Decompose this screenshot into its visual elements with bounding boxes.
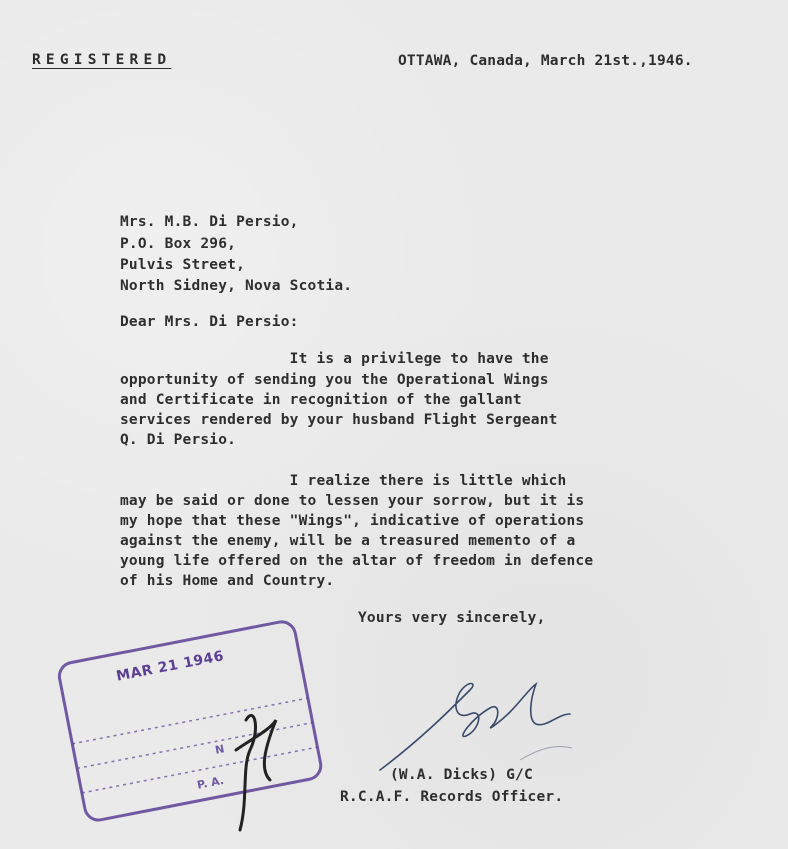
address-line-4: North Sidney, Nova Scotia.: [120, 278, 353, 294]
paragraph-2-line-1: I realize there is little which: [120, 473, 567, 489]
registered-heading: REGISTERED: [32, 52, 172, 68]
paragraph-1-line-1: It is a privilege to have the: [120, 351, 549, 367]
handwritten-signature: [360, 670, 600, 780]
paragraph-2-line-5: young life offered on the altar of freedom in defence: [120, 553, 594, 569]
paragraph-1-line-4: services rendered by your husband Flight Sergeant: [120, 412, 558, 428]
stamp-field-n: N: [214, 742, 226, 757]
address-line-3: Pulvis Street,: [120, 257, 246, 273]
signatory-name: (W.A. Dicks) G/C: [390, 767, 533, 783]
paragraph-2-line-3: my hope that these "Wings", indicative of operations: [120, 513, 585, 529]
stamp-date: MAR 21 1946: [115, 648, 226, 685]
paragraph-1-line-3: and Certificate in recognition of the gallant: [120, 392, 522, 408]
address-line-1: Mrs. M.B. Di Persio,: [120, 214, 299, 230]
paragraph-2-line-6: of his Home and Country.: [120, 573, 335, 589]
closing: Yours very sincerely,: [358, 610, 546, 626]
paragraph-2-line-2: may be said or done to lessen your sorrow, but it is: [120, 493, 585, 509]
paragraph-1-line-2: opportunity of sending you the Operational Wings: [120, 372, 549, 388]
signatory-title: R.C.A.F. Records Officer.: [340, 789, 564, 805]
paragraph-2-line-4: against the enemy, will be a treasured memento of a: [120, 533, 576, 549]
salutation: Dear Mrs. Di Persio:: [120, 314, 299, 330]
paragraph-1-line-5: Q. Di Persio.: [120, 432, 237, 448]
registry-stamp: [50, 600, 340, 840]
stamp-field-pa: P. A.: [196, 773, 225, 792]
dateline: OTTAWA, Canada, March 21st.,1946.: [398, 53, 693, 69]
address-line-2: P.O. Box 296,: [120, 236, 237, 252]
